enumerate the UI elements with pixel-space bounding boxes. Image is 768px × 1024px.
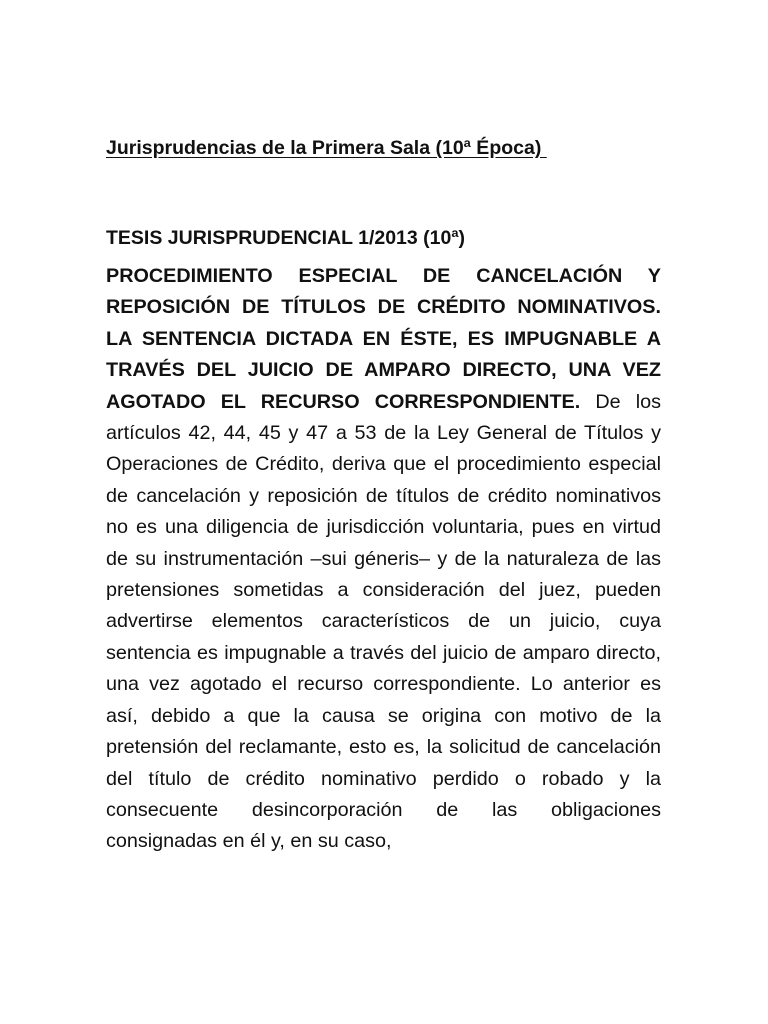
thesis-number: TESIS JURISPRUDENCIAL 1/2013 (10ª)	[106, 227, 466, 249]
thesis-body: De los artículos 42, 44, 45 y 47 a 53 de la Ley General de Títulos y Operaciones de Crédito, deriva que el procedimiento especial de cancelación y reposición de títulos de crédito nominativos no es una diligencia de jurisdicción voluntaria, pues en virtud de su instrumentación –sui géneris– y de la naturaleza de las pretensiones sometidas a consideración del juez, pueden advertirse elementos característicos de un juicio, cuya sentencia es impugnable a través del juicio de amparo directo, una vez agotado el recurso correspondiente. Lo anterior es así, debido a que la causa se origina con motivo de la pretensión del reclamante, esto es, la solicitud de cancelación del título de crédito nominativo perdido o robado y la consecuente desincorporación de las obligaciones consignadas en él y, en su caso,	[106, 390, 662, 853]
document-heading: Jurisprudencias de la Primera Sala (10ª Época)	[106, 137, 547, 159]
thesis-paragraph	[106, 261, 661, 858]
thesis-title: PROCEDIMIENTO ESPECIAL DE CANCELACIÓN Y REPOSICIÓN DE TÍTULOS DE CRÉDITO NOMINATIVOS. LA SENTENCIA DICTADA EN ÉSTE, ES IMPUGNABLE A TRAVÉS DEL JUICIO DE AMPARO DIRECTO, UNA VEZ AGOTADO EL RECURSO CORRESPONDIENTE.	[106, 265, 661, 413]
